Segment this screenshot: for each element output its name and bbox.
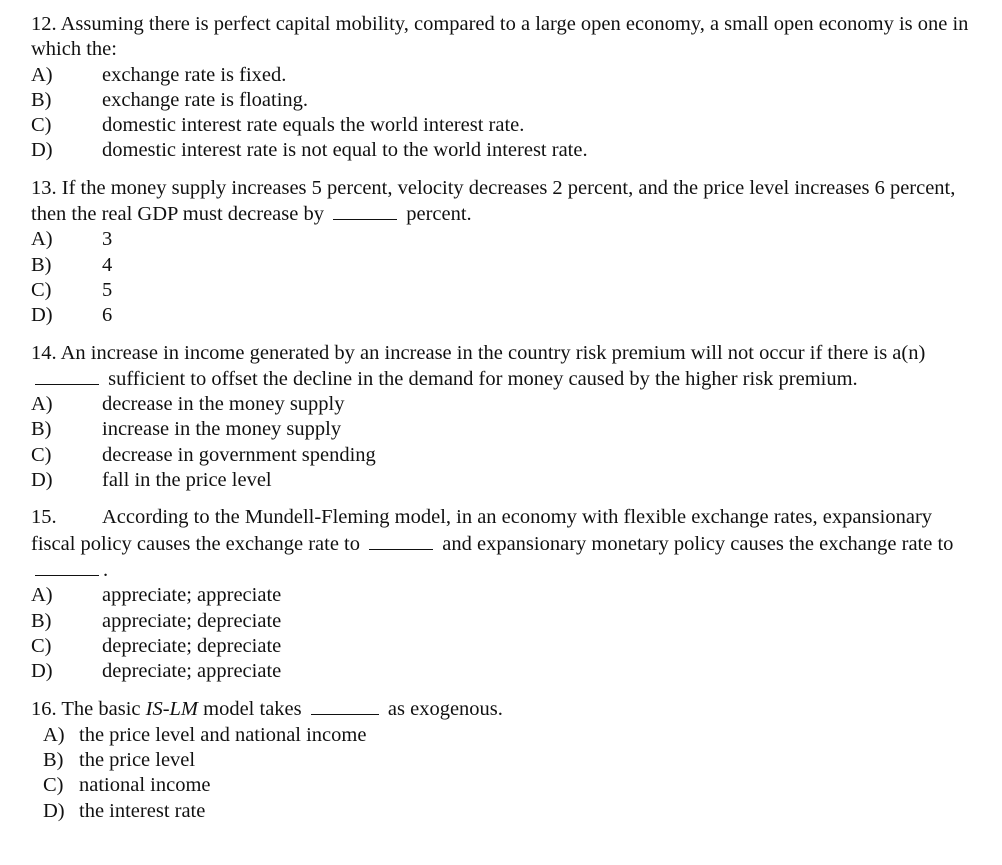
option-text: depreciate; appreciate — [102, 660, 282, 683]
question-14-option-a[interactable] — [31, 392, 971, 417]
option-text: increase in the money supply — [102, 418, 342, 441]
option-text: national income — [79, 774, 211, 797]
option-letter: C) — [31, 443, 52, 466]
option-letter: C) — [31, 634, 52, 657]
question-15-option-c[interactable] — [31, 634, 971, 659]
question-16-stem — [31, 696, 971, 722]
option-text: domestic interest rate equals the world interest rate. — [102, 114, 525, 137]
question-16-stem-part-c: as exogenous. — [387, 698, 503, 721]
option-letter: D) — [31, 304, 53, 327]
option-letter: D) — [31, 660, 53, 683]
option-letter: C) — [43, 774, 64, 797]
option-letter: D) — [31, 139, 53, 162]
answer-blank — [369, 531, 433, 550]
option-text: 6 — [102, 304, 113, 327]
answer-blank — [35, 557, 99, 576]
answer-blank — [35, 366, 99, 385]
question-12-option-a[interactable] — [31, 63, 971, 88]
option-text: exchange rate is floating. — [102, 88, 309, 111]
option-letter: C) — [31, 278, 52, 301]
answer-blank — [333, 201, 397, 220]
question-16-option-a[interactable] — [31, 723, 971, 748]
answer-blank — [311, 696, 379, 715]
question-16-stem-part-b: model takes — [203, 698, 302, 721]
option-letter: C) — [31, 114, 52, 137]
option-letter: A) — [31, 393, 53, 416]
question-15-stem-part-c: . — [103, 558, 109, 581]
question-15-stem-part-a: According to the Mundell-Fleming model, in an economy with flexible exchange rates, expansionary fiscal policy causes the exchange rate to — [31, 506, 933, 555]
question-16-stem-part-a: 16. The basic — [31, 698, 141, 721]
option-letter: D) — [31, 469, 53, 492]
question-15-stem — [31, 505, 971, 583]
spacer — [31, 164, 971, 176]
question-14 — [31, 341, 971, 494]
option-letter: B) — [31, 418, 52, 441]
option-letter: B) — [31, 253, 52, 276]
option-letter: A) — [31, 63, 53, 86]
option-text: 3 — [102, 228, 113, 251]
question-13-option-a[interactable] — [31, 227, 971, 252]
question-14-option-c[interactable] — [31, 443, 971, 468]
question-16-options — [31, 723, 971, 824]
option-text: appreciate; depreciate — [102, 609, 282, 632]
option-letter: B) — [31, 609, 52, 632]
option-text: the price level — [79, 749, 196, 772]
option-text: domestic interest rate is not equal to the world interest rate. — [102, 139, 588, 162]
question-16-option-c[interactable] — [31, 773, 971, 798]
question-13-stem-part-b: percent. — [406, 203, 472, 226]
question-15-option-d[interactable] — [31, 659, 971, 684]
question-12-option-b[interactable] — [31, 88, 971, 113]
question-12-options — [31, 63, 971, 164]
question-14-option-b[interactable] — [31, 417, 971, 442]
question-15 — [31, 505, 971, 684]
question-13-stem-part-a: 13. If the money supply increases 5 percent, velocity decreases 2 percent, and the price level increases 6 percent, then the real GDP must decrease by — [31, 176, 956, 226]
question-13-option-b[interactable] — [31, 253, 971, 278]
question-15-number: 15. — [31, 506, 57, 529]
option-text: the price level and national income — [79, 723, 367, 746]
option-text: 4 — [102, 253, 113, 276]
question-15-options — [31, 583, 971, 684]
spacer — [31, 329, 971, 341]
question-14-stem-part-a: 14. An increase in income generated by an increase in the country risk premium will not occur if there is a(n) — [31, 341, 926, 364]
spacer — [31, 684, 971, 696]
question-13-option-d[interactable] — [31, 303, 971, 328]
question-12-stem: 12. Assuming there is perfect capital mobility, compared to a large open economy, a small open economy is one in which the: — [31, 13, 969, 61]
question-12-option-d[interactable] — [31, 138, 971, 163]
question-12-option-c[interactable] — [31, 113, 971, 138]
option-text: 5 — [102, 278, 113, 301]
question-15-option-a[interactable] — [31, 583, 971, 608]
question-13-option-c[interactable] — [31, 278, 971, 303]
option-text: appreciate; appreciate — [102, 584, 282, 607]
question-16 — [31, 696, 971, 823]
option-letter: A) — [31, 584, 53, 607]
spacer — [31, 493, 971, 505]
question-13 — [31, 176, 971, 329]
question-14-options — [31, 392, 971, 493]
option-letter: D) — [43, 799, 65, 822]
exam-page — [31, 12, 971, 824]
question-14-option-d[interactable] — [31, 468, 971, 493]
option-text: the interest rate — [79, 799, 206, 822]
question-12 — [31, 12, 971, 164]
option-text: exchange rate is fixed. — [102, 63, 287, 86]
question-14-stem-part-b: sufficient to offset the decline in the demand for money caused by the higher risk premium. — [108, 367, 858, 390]
option-letter: A) — [31, 228, 53, 251]
question-14-stem — [31, 341, 971, 393]
option-text: depreciate; depreciate — [102, 634, 282, 657]
question-13-options — [31, 227, 971, 328]
option-letter: B) — [31, 88, 52, 111]
question-15-stem-part-b: and expansionary monetary policy causes the exchange rate to — [442, 532, 954, 555]
question-15-option-b[interactable] — [31, 609, 971, 634]
question-16-option-b[interactable] — [31, 748, 971, 773]
question-13-stem — [31, 176, 971, 228]
question-16-stem-italic: IS-LM — [145, 698, 199, 721]
option-text: fall in the price level — [102, 469, 272, 492]
option-text: decrease in government spending — [102, 443, 376, 466]
option-text: decrease in the money supply — [102, 393, 345, 416]
option-letter: B) — [43, 749, 64, 772]
question-16-option-d[interactable] — [31, 799, 971, 824]
option-letter: A) — [43, 723, 65, 746]
